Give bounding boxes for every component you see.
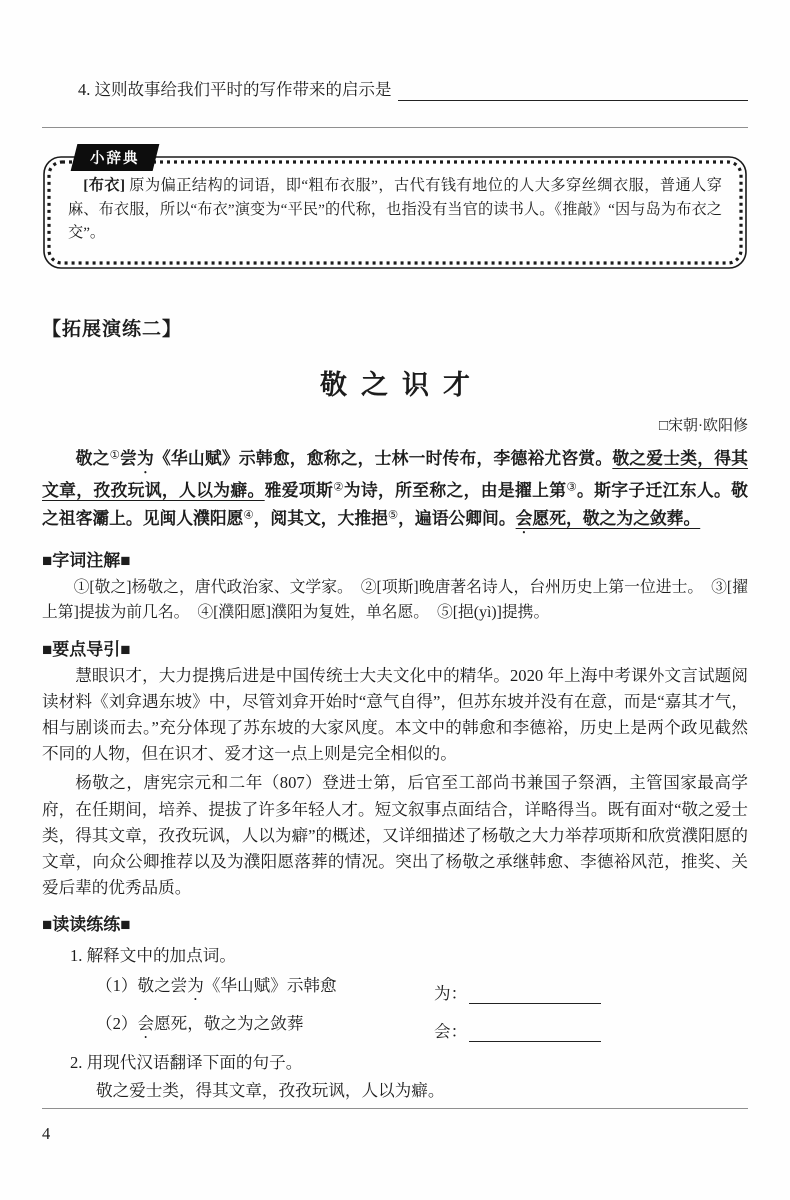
exercise-1-item-1 (96, 972, 748, 1004)
exercises-header: ■读读练练■ (42, 915, 131, 935)
guide-header: ■要点导引■ (42, 639, 131, 659)
exercise-1-item-2-answer-blank (469, 1023, 601, 1042)
page-footer (42, 1108, 748, 1144)
exercise-1-item-1-sentence: （1）敬之尝为《华山赋》示韩愈 (96, 976, 337, 996)
practice-section (42, 910, 748, 1101)
decorative-wavy-border (42, 155, 748, 270)
dictionary-label-text: 小辞典 (90, 151, 140, 168)
key-points-section (42, 635, 748, 902)
exercise-1-item-2 (96, 1010, 748, 1042)
article-author: □宋朝·欧阳修 (658, 418, 748, 435)
article-title: 敬之识才 (320, 370, 484, 401)
notes-header: ■字词注解■ (42, 550, 131, 570)
guide-paragraph-2: 杨敬之，唐宪宗元和二年（807）登进士第，后官至工部尚书兼国子祭酒，主管国家最高学府，在任期间，培养、提拔了许多年轻人才。短文叙事点面结合，详略得当。既有面对“敬之爱士类，得其文章，孜孜玩讽，人以为癖”的概述，又详细描述了杨敬之大力举荐项斯和欣赏濮阳愿的文章，向众公卿推荐以及为濮阳愿落葬的情况。突出了杨敬之承继韩愈、李德裕风范，推奖、关爱后辈的优秀品质。 (42, 773, 748, 898)
exercise-2-label: 2. 用现代汉语翻译下面的句子。 (70, 1053, 303, 1073)
divider-line-top (42, 127, 748, 128)
dictionary-definition: 原为偏正结构的词语，即“粗布衣服”，古代有钱有地位的人大多穿丝绸衣服，普通人穿麻、布衣服，所以“布衣”演变为“平民”的代称，也指没有当官的读书人。《推敲》“因与岛为布衣之交”。 (68, 177, 722, 242)
question-4-text: 4. 这则故事给我们平时的写作带来的启示是 (78, 80, 392, 99)
dictionary-box (42, 151, 748, 270)
classical-passage: 敬之①尝为《华山赋》示韩愈，愈称之，士林一时传布，李德裕尤咨赏。敬之爱士类，得其文章，孜孜玩讽，人以为癖。雅爱项斯②为诗，所至称之，由是擢上第③。斯字子迁江东人。敬之祖客灞上。见闽人濮阳愿④，阅其文，大推挹⑤，遍语公卿间。会愿死，敬之为之敛葬。 (42, 449, 748, 528)
notes-text: ①[敬之]杨敬之，唐代政治家、文学家。 ②[项斯]晚唐著名诗人，台州历史上第一位进士。 ③[擢上第]提拔为前几名。 ④[濮阳愿]濮阳为复姓，单名愿。 ⑤[挹(yì)]提携。 (42, 578, 748, 622)
dictionary-label-banner (71, 144, 159, 171)
exercise-1-label: 1. 解释文中的加点词。 (70, 946, 236, 966)
section-heading-extension-drill-2: 【拓展演练二】 (42, 319, 183, 341)
exercise-1-item-2-sentence: （2）会愿死，敬之为之敛葬 (96, 1014, 304, 1034)
exercise-1-item-1-answer-blank (469, 985, 601, 1004)
question-4 (78, 78, 748, 101)
exercise-1-item-1-answer (434, 980, 601, 1004)
guide-paragraph-1: 慧眼识才，大力提携后进是中国传统士大夫文化中的精华。2020 年上海中考课外文言试题阅读材料《刘弇遇东坡》中，尽管刘弇开始时“意气自得”，但苏东坡并没有在意，而是“嘉其才气，相与剧谈而去。”充分体现了苏东坡的大家风度。本文中的韩愈和李德裕，历史上是两个政见截然不同的人物，但在识才、爱才这一点上则是完全相似的。 (42, 665, 748, 764)
exercise-1-item-2-answer (434, 1018, 601, 1042)
question-4-answer-blank (398, 82, 749, 101)
page-number: 4 (42, 1124, 51, 1143)
exercise-1-item-1-answer-label: 为： (434, 984, 468, 1004)
exercise-2-sentence: 敬之爱士类，得其文章，孜孜玩讽，人以为癖。 (96, 1081, 445, 1101)
dictionary-term: [布衣] (83, 177, 126, 195)
exercise-1-item-2-answer-label: 会： (434, 1022, 468, 1042)
